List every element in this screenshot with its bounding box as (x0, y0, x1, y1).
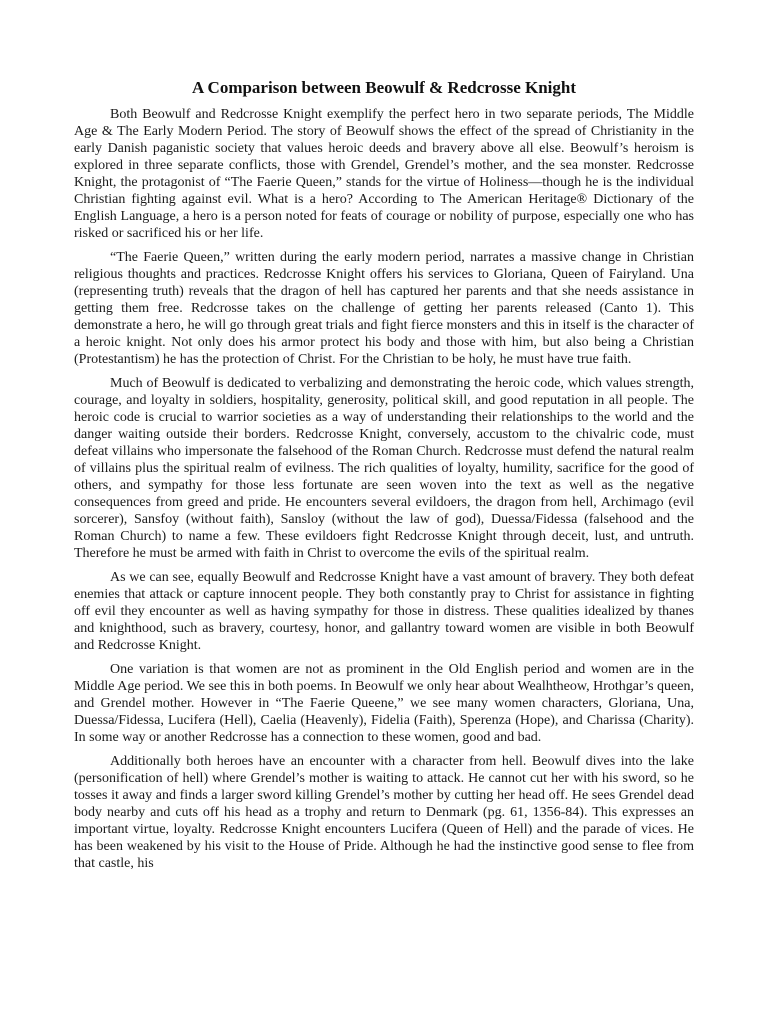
paragraph-4: As we can see, equally Beowulf and Redcrosse Knight have a vast amount of bravery. They both defeat enemies that attack or capture innocent people. They both constantly pray to Christ for assistance in fighting off evil they encounter as well as having sympathy for those in distress. These qualities idealized by thanes and knighthood, such as bravery, courtesy, honor, and gallantry toward women are visible in both Beowulf and Redcrosse Knight. (74, 570, 694, 653)
paragraph-6: Additionally both heroes have an encounter with a character from hell. Beowulf dives into the lake (personification of hell) where Grendel’s mother is waiting to attack. He cannot cut her with his sword, so he tosses it away and finds a larger sword killing Grendel’s mother by cutting her head off. He sees Grendel dead body nearby and cuts off his head as a trophy and return to Denmark (pg. 61, 1356-84). This expresses an important virtue, loyalty. Redcrosse Knight encounters Lucifera (Queen of Hell) and the parade of vices. He has been weakened by his visit to the House of Pride. Although he had the instinctive good sense to flee from that castle, his (74, 754, 694, 871)
document-body (74, 106, 694, 879)
paragraph-5: One variation is that women are not as prominent in the Old English period and women are in the Middle Age period. We see this in both poems. In Beowulf we only hear about Wealhtheow, Hrothgar’s queen, and Grendel mother. However in “The Faerie Queene,” we see many women characters, Gloriana, Una, Duessa/Fidessa, Lucifera (Hell), Caelia (Heavenly), Fidelia (Faith), Sperenza (Hope), and Charissa (Charity). In some way or another Redcrosse has a connection to these women, good and bad. (74, 662, 694, 745)
document-title: A Comparison between Beowulf & Redcrosse Knight (191, 78, 577, 97)
paragraph-3: Much of Beowulf is dedicated to verbalizing and demonstrating the heroic code, which values strength, courage, and loyalty in soldiers, hospitality, generosity, political skill, and good reputation in all people. The heroic code is crucial to warrior societies as a way of understanding their relationships to the world and the danger waiting outside their borders. Redcrosse Knight, conversely, accustom to the chivalric code, must defeat villains who impersonate the falsehood of the Roman Church. Redcrosse must defend the natural realm of villains plus the spiritual realm of evilness. The rich qualities of loyalty, humility, sacrifice for the good of others, and sympathy for those less fortunate are seen woven into the text as well as the negative consequences from greed and pride. He encounters several evildoers, the dragon from hell, Archimago (evil sorcerer), Sansfoy (without faith), Sansloy (without the law of god), Duessa/Fidessa (falsehood and the Roman Church) to name a few. These evildoers fight Redcrosse Knight through deceit, lust, and untruth. Therefore he must be armed with faith in Christ to overcome the evils of the spiritual realm. (74, 376, 694, 561)
paragraph-1: Both Beowulf and Redcrosse Knight exemplify the perfect hero in two separate periods, The Middle Age & The Early Modern Period. The story of Beowulf shows the effect of the spread of Christianity in the early Danish paganistic society that values heroic deeds and bravery above all else. Beowulf’s heroism is explored in three separate conflicts, those with Grendel, Grendel’s mother, and the sea monster. Redcrosse Knight, the protagonist of “The Faerie Queen,” stands for the virtue of Holiness—though he is the individual Christian fighting against evil. What is a hero? According to The American Heritage® Dictionary of the English Language, a hero is a person noted for feats of courage or nobility of purpose, especially one who has risked or sacrificed his or her life. (74, 107, 694, 241)
paragraph-2: “The Faerie Queen,” written during the early modern period, narrates a massive change in Christian religious thoughts and practices. Redcrosse Knight offers his services to Gloriana, Queen of Fairyland. Una (representing truth) reveals that the dragon of hell has captured her parents and that she needs assistance in getting them free. Redcrosse takes on the challenge of getting her parents released (Canto 1). This demonstrate a hero, he will go through great trials and fight fierce monsters and this in itself is the character of a heroic knight. Not only does his armor protect his body and those with him, but also being a Christian (Protestantism) he has the protection of Christ. For the Christian to be holy, he must have true faith. (74, 250, 694, 367)
